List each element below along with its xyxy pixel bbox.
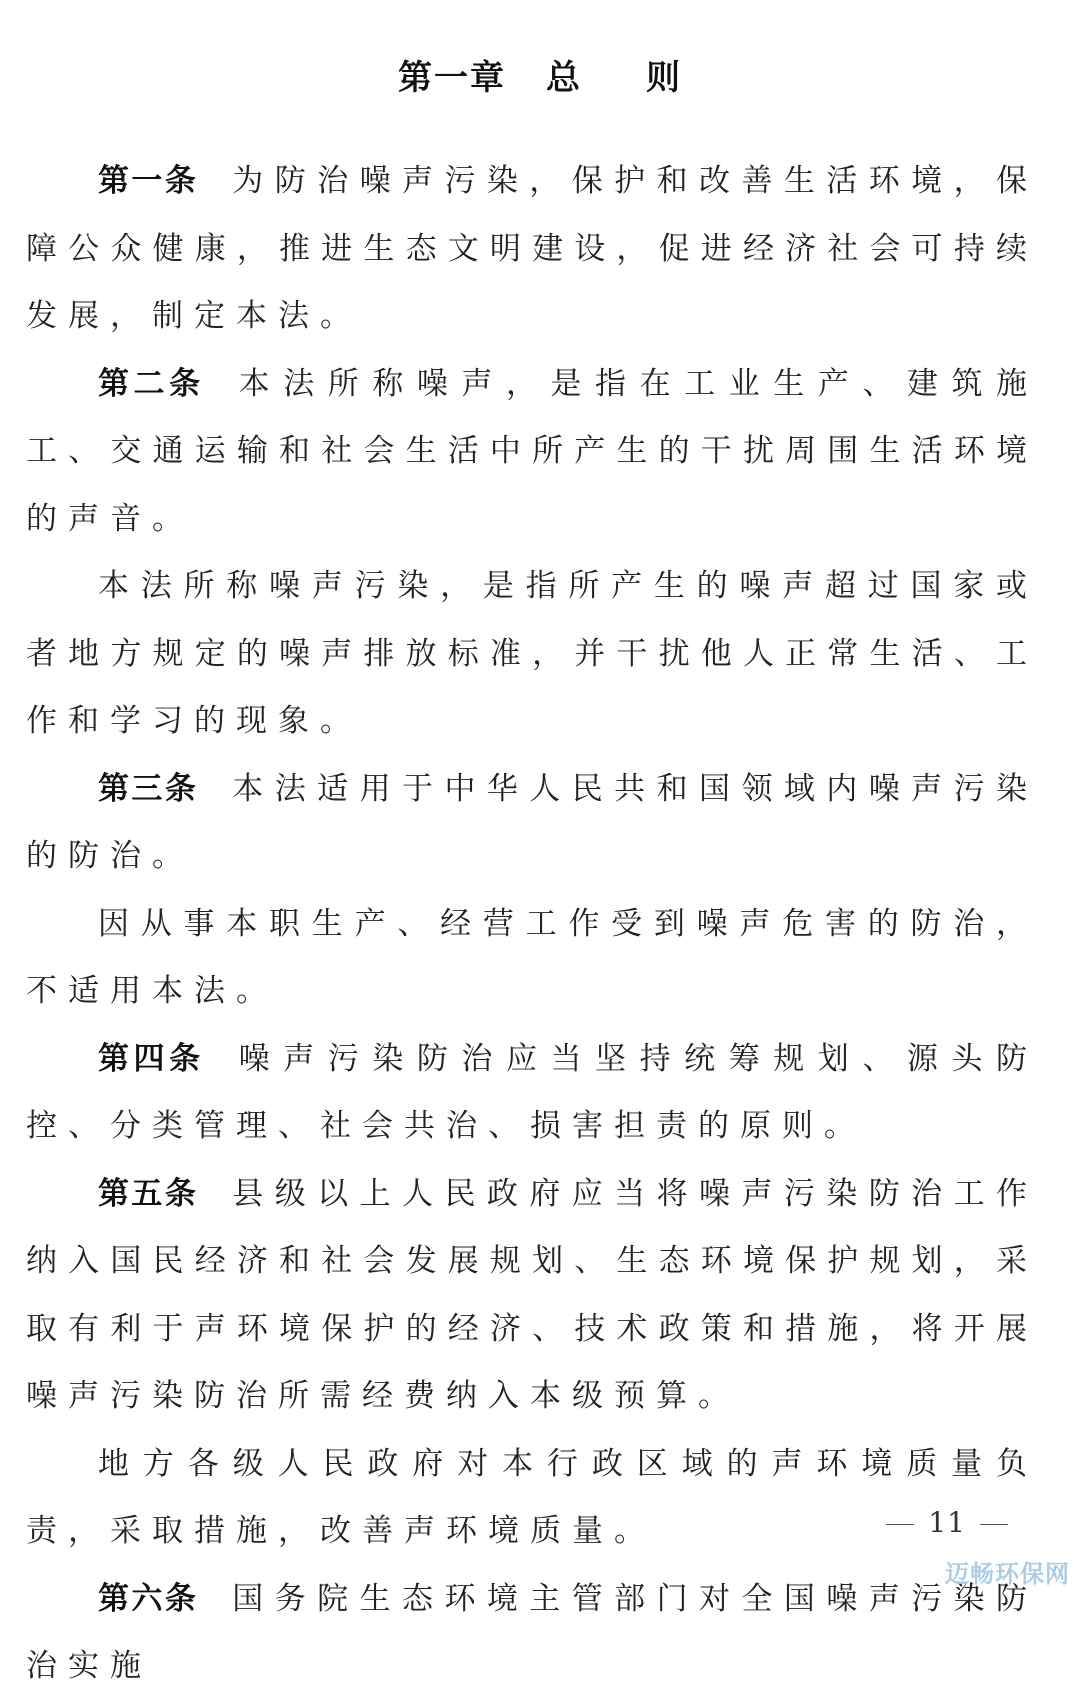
- article-text: 为防治噪声污染，保护和改善生活环境，保障公众健康，推进生态文明建设，促进经济社会可持续发展，制定本法。: [26, 163, 1039, 334]
- article-text: 本法所称噪声污染，是指所产生的噪声超过国家或者地方规定的噪声排放标准，并干扰他人正常生活、工作和学习的现象。: [26, 568, 1038, 739]
- article-text: 县级以上人民政府应当将噪声污染防治工作纳入国民经济和社会发展规划、生态环境保护规划，采取有利于声环境保护的经济、技术政策和措施，将开展噪声污染防治所需经费纳入本级预算。: [26, 1175, 1039, 1414]
- article-3-paragraph: [26, 756, 1038, 891]
- chapter-title-number: 第一章: [398, 58, 506, 98]
- article-text: 噪声污染防治应当坚持统筹规划、源头防控、分类管理、社会共治、损害担责的原则。: [26, 1040, 1039, 1144]
- chapter-title: [0, 50, 1080, 99]
- article-1-paragraph: [26, 148, 1038, 351]
- law-body: [26, 148, 1038, 1701]
- article-4-paragraph: [26, 1026, 1038, 1161]
- article-2-paragraph: [26, 351, 1038, 554]
- article-label: 第二条: [98, 365, 205, 402]
- watermark: 迈畅环保网: [945, 1560, 1070, 1588]
- article-label: 第三条: [98, 770, 199, 807]
- article-text: 国务院生态环境主管部门对全国噪声污染防治实施: [26, 1580, 1039, 1684]
- article-5-paragraph: [26, 1161, 1038, 1431]
- page-number: [872, 1506, 1022, 1539]
- article-2-paragraph-2: [26, 553, 1038, 756]
- article-text: 本法所称噪声，是指在工业生产、建筑施工、交通运输和社会生活中所产生的干扰周围生活环境的声音。: [26, 365, 1039, 537]
- article-text: 地方各级人民政府对本行政区域的声环境质量负责，采取措施，改善声环境质量。: [26, 1445, 1038, 1549]
- article-label: 第四条: [98, 1040, 205, 1077]
- chapter-title-word-1: 总: [546, 58, 582, 98]
- article-label: 第一条: [98, 163, 199, 199]
- article-6-paragraph: [26, 1566, 1038, 1701]
- article-text: 本法适用于中华人民共和国领域内噪声污染的防治。: [26, 770, 1039, 874]
- article-label: 第五条: [98, 1175, 199, 1212]
- article-text: 因从事本职生产、经营工作受到噪声危害的防治，不适用本法。: [26, 905, 1038, 1009]
- article-label: 第六条: [98, 1580, 199, 1617]
- page-number-value: 11: [928, 1506, 966, 1539]
- article-3-paragraph-2: [26, 891, 1038, 1026]
- chapter-title-word-2: 则: [646, 58, 682, 98]
- article-5-paragraph-2: [26, 1431, 1038, 1566]
- page-number-dash-left: [886, 1524, 914, 1525]
- page-number-dash-right: [980, 1524, 1008, 1525]
